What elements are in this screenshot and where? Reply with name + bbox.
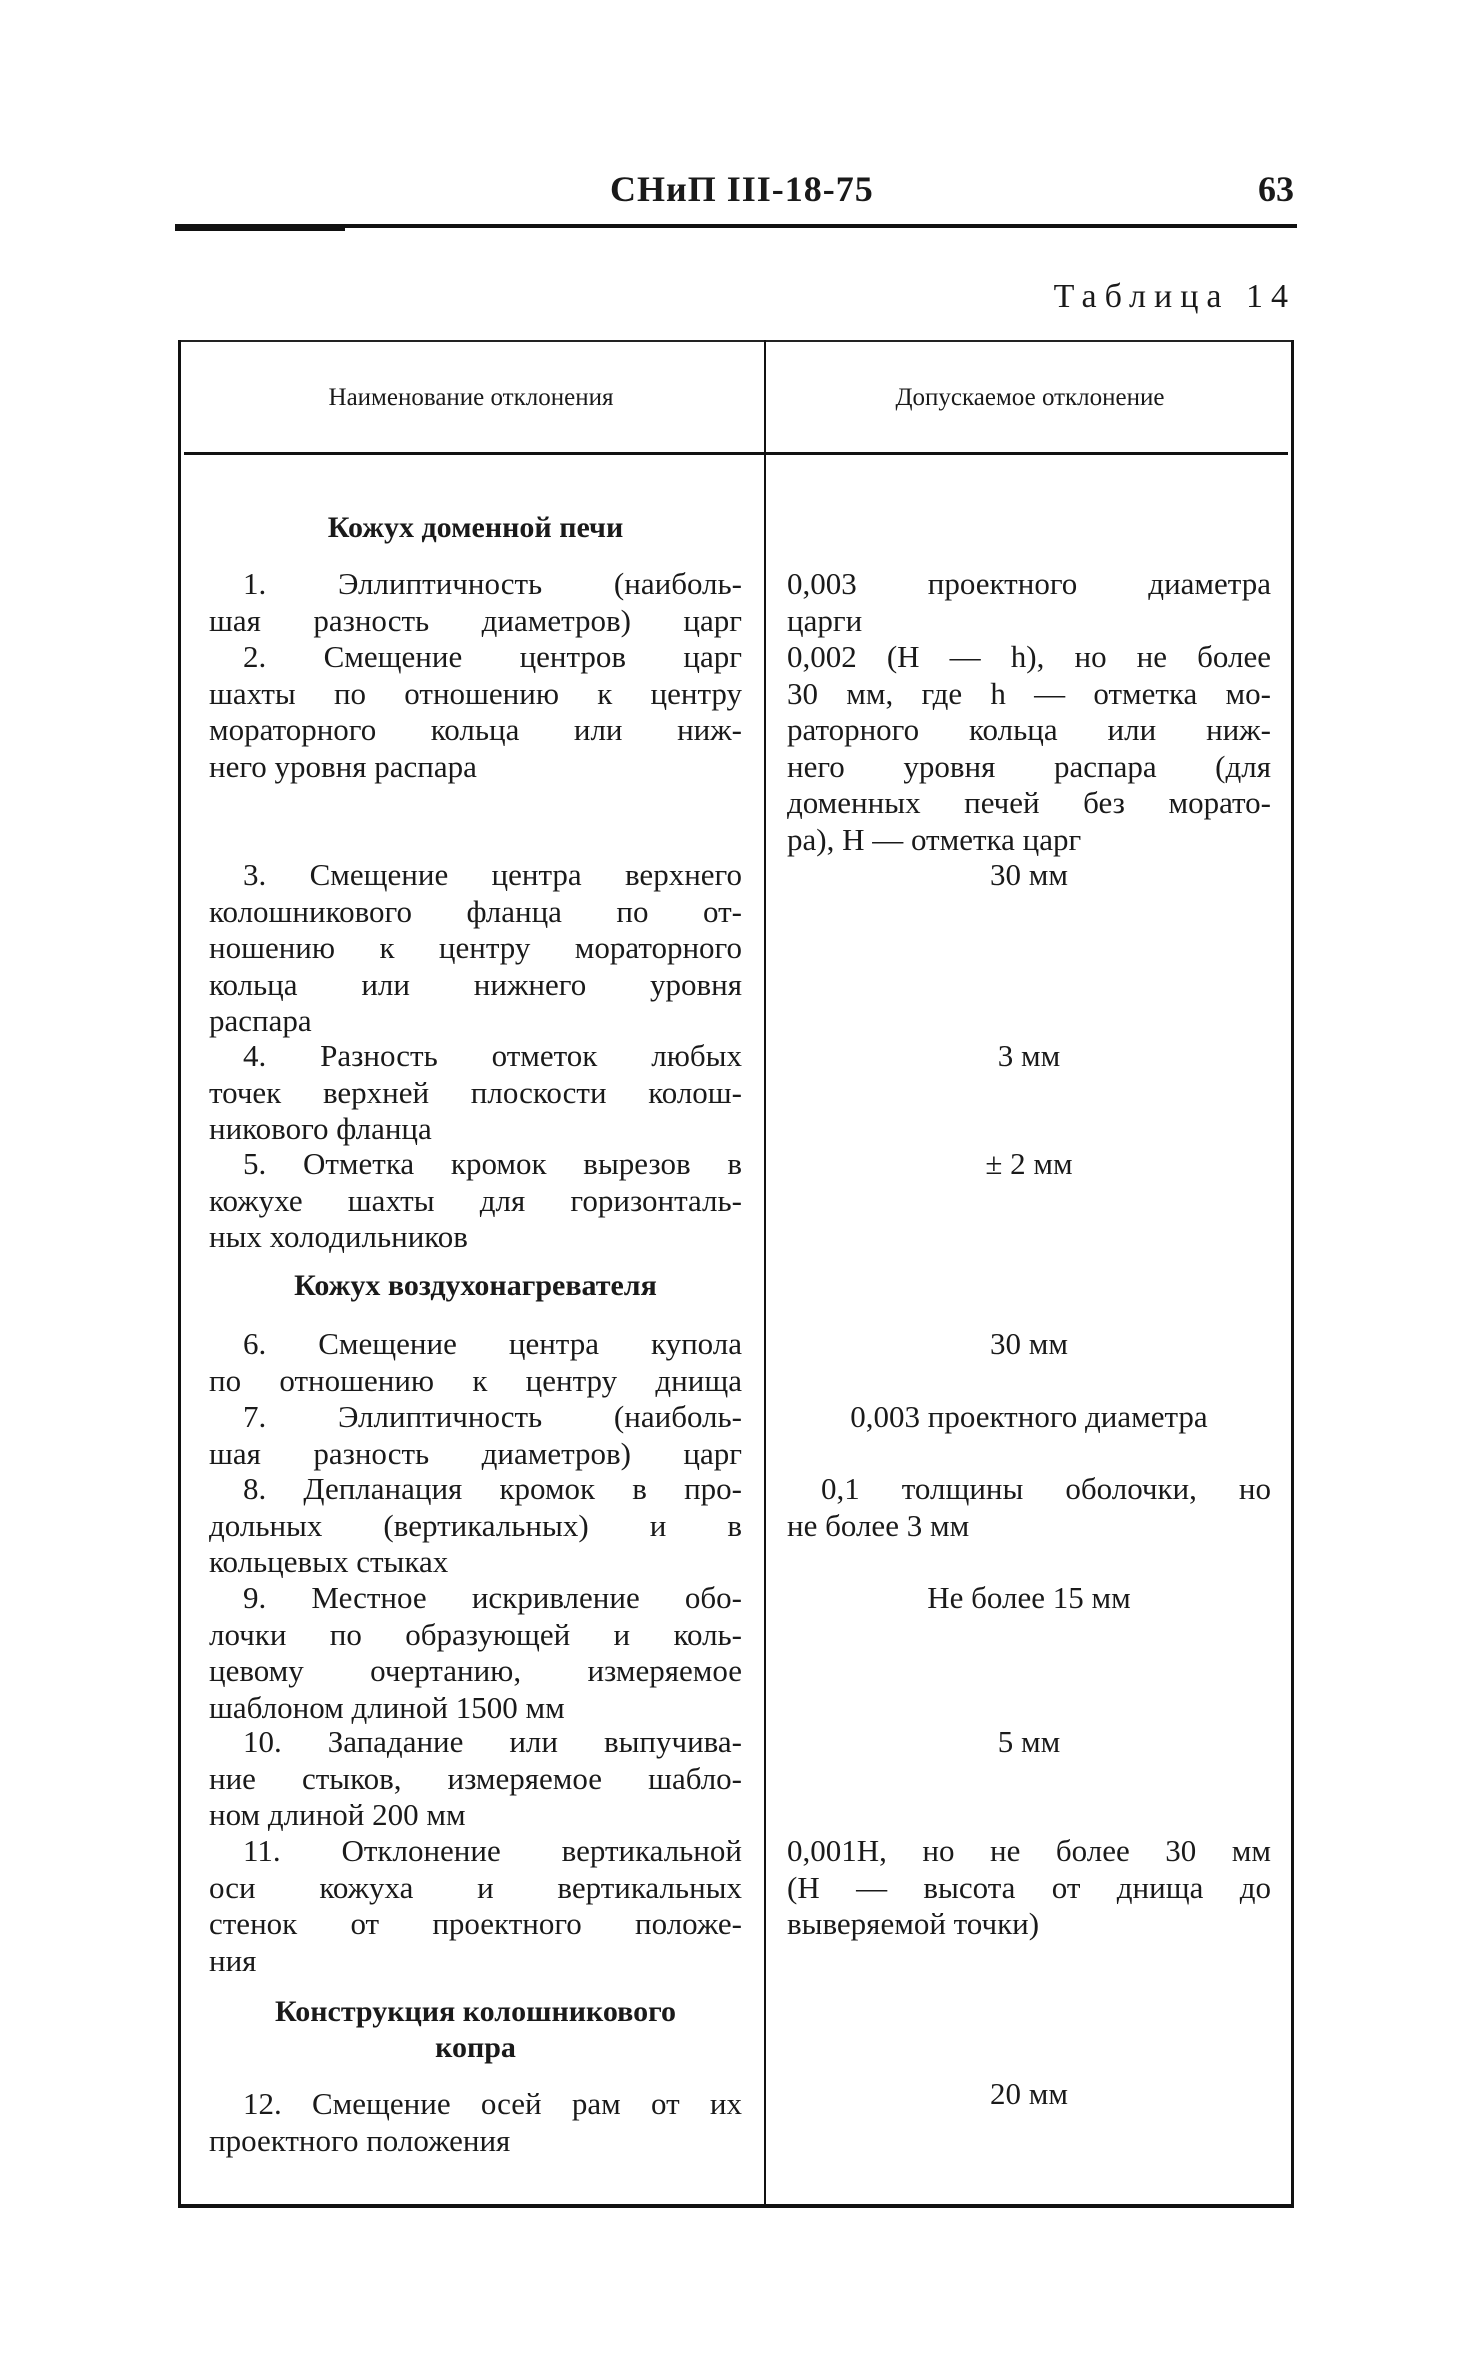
row-2-name-line: него уровня распара [209, 748, 477, 784]
row-9-name-line: цевому очертанию, измеряемое [209, 1653, 742, 1688]
table-top-border [178, 340, 1294, 342]
row-9-name [209, 1580, 742, 1726]
row-11-name-line: оси кожуха и вертикальных [209, 1869, 742, 1905]
row-8-name [209, 1471, 742, 1581]
header-rule-accent [175, 228, 345, 231]
row-4-name-text: 4. Разность отметок любых [243, 1038, 742, 1073]
row-3-name-line: колошникового фланца по от- [209, 893, 742, 929]
row-2-value-line: 30 мм, где h — отметка мо- [787, 675, 1271, 711]
row-7-name-line: шая разность диаметров) царг [209, 1435, 742, 1471]
row-8-name-line [209, 1471, 742, 1508]
row-4-value: 3 мм [997, 1038, 1061, 1073]
row-5-name [209, 1146, 742, 1256]
row-4-name-line: точек верхней плоскости колош- [209, 1074, 742, 1110]
row-3-name-text: 3. Смещение центра верхнего [243, 857, 742, 892]
row-2-name [209, 639, 742, 785]
row-5-name-line: ных холодильников [209, 1219, 468, 1254]
row-12-value: 20 мм [990, 2076, 1068, 2111]
row-2-value [787, 639, 1271, 858]
row-11-name-line: стенок от проектного положе- [209, 1906, 742, 1941]
row-11-value [787, 1833, 1271, 1943]
row-12-name [209, 2086, 742, 2159]
row-3-name-line [209, 857, 742, 894]
row-11-name-line: ния [209, 1942, 257, 1978]
row-3-name-line: кольца или нижнего уровня [209, 966, 742, 1002]
row-8-value-line [787, 1471, 1271, 1508]
column-header-tolerance: Допускаемое отклонение [895, 384, 1165, 411]
row-2-name-text: 2. Смещение центров царг [243, 639, 742, 674]
row-12-name-line: проектного положения [209, 2122, 511, 2158]
row-8-value-line: не более 3 мм [787, 1507, 970, 1543]
row-6-value: 30 мм [990, 1326, 1068, 1361]
row-3-name-line: распара [209, 1003, 312, 1038]
row-10-name-line: ние стыков, измеряемое шабло- [209, 1760, 742, 1796]
row-9-name-text: 9. Местное искривление обо- [243, 1580, 742, 1615]
row-11-value-line: выверяемой точки) [787, 1906, 1040, 1941]
row-5-name-text: 5. Отметка кромок вырезов в [243, 1146, 742, 1181]
row-2-value-line: него уровня распара (для [787, 748, 1271, 784]
row-6-name [209, 1326, 742, 1399]
column-header-name: Наименование отклонения [328, 384, 614, 411]
row-3-value: 30 мм [990, 857, 1068, 892]
table-bottom-border [178, 2204, 1294, 2208]
row-5-value: ± 2 мм [985, 1146, 1073, 1181]
row-4-name [209, 1038, 742, 1148]
row-11-value-line: 0,001H, но не более 30 мм [787, 1833, 1271, 1868]
row-2-value-line: доменных печей без морато- [787, 785, 1271, 820]
row-11-value-line: (H — высота от днища до [787, 1869, 1271, 1905]
row-11-name [209, 1833, 742, 1979]
row-2-value-line: раторного кольца или ниж- [787, 712, 1271, 747]
row-10-name-line: ном длиной 200 мм [209, 1797, 466, 1832]
table-left-border [178, 340, 181, 2208]
row-7-value: 0,003 проектного диаметра [850, 1399, 1208, 1434]
row-4-name-line: никового фланца [209, 1111, 432, 1146]
section-heading [209, 1994, 742, 2066]
row-10-value: 5 мм [997, 1724, 1061, 1759]
row-9-name-line [209, 1580, 742, 1617]
table-caption: Таблица 14 [1053, 278, 1296, 315]
section-heading-line: Конструкция колошникового [274, 1995, 677, 2028]
column-divider [764, 340, 766, 2208]
row-4-name-line [209, 1038, 742, 1075]
row-2-name-line: мораторного кольца или ниж- [209, 712, 742, 747]
row-5-name-line [209, 1146, 742, 1183]
row-7-name-text: 7. Эллиптичность (наиболь- [243, 1399, 742, 1434]
row-3-name [209, 857, 742, 1040]
page-number: 63 [1258, 169, 1294, 209]
row-8-name-text: 8. Депланация кромок в про- [243, 1471, 742, 1506]
row-6-name-text: 6. Смещение центра купола [243, 1326, 742, 1361]
row-1-name-line: шая разность диаметров) царг [209, 602, 742, 638]
row-2-value-line: 0,002 (H — h), но не более [787, 639, 1271, 674]
row-1-name-line [209, 566, 742, 603]
row-10-name-line [209, 1724, 742, 1761]
row-9-name-line: лочки по образующей и коль- [209, 1616, 742, 1652]
row-2-value-line: ра), H — отметка царг [787, 821, 1082, 857]
row-10-name-text: 10. Западание или выпучива- [243, 1724, 742, 1759]
row-8-value-text: 0,1 толщины оболочки, но [821, 1471, 1271, 1506]
row-1-name [209, 566, 742, 639]
row-3-name-line: ношению к центру мораторного [209, 930, 742, 965]
row-8-value [787, 1471, 1271, 1544]
row-12-name-line [209, 2086, 742, 2123]
section-heading: Кожух доменной печи [327, 511, 624, 544]
section-heading: Кожух воздухонагревателя [294, 1269, 657, 1302]
row-6-name-line: по отношению к центру днища [209, 1362, 742, 1398]
row-5-name-line: кожухе шахты для горизонталь- [209, 1182, 742, 1218]
row-9-value: Не более 15 мм [927, 1580, 1131, 1615]
row-11-name-text: 11. Отклонение вертикальной [243, 1833, 742, 1868]
row-1-value-line: царги [787, 602, 863, 638]
row-6-name-line [209, 1326, 742, 1363]
row-2-name-line: шахты по отношению к центру [209, 675, 742, 711]
running-head: СНиП III-18-75 [610, 169, 874, 209]
row-8-name-line: кольцевых стыках [209, 1544, 449, 1579]
row-10-name [209, 1724, 742, 1834]
row-8-name-line: дольных (вертикальных) и в [209, 1507, 742, 1543]
row-7-name-line [209, 1399, 742, 1436]
row-1-value [787, 566, 1271, 639]
row-1-value-line: 0,003 проектного диаметра [787, 566, 1271, 601]
row-1-name-text: 1. Эллиптичность (наиболь- [243, 566, 742, 601]
row-9-name-line: шаблоном длиной 1500 мм [209, 1689, 565, 1725]
row-11-name-line [209, 1833, 742, 1870]
row-12-name-text: 12. Смещение осей рам от их [243, 2086, 742, 2121]
row-2-name-line [209, 639, 742, 676]
row-7-name [209, 1399, 742, 1472]
header-row-rule [184, 452, 1288, 455]
section-heading-line: копра [435, 2031, 516, 2064]
table-right-border [1291, 340, 1294, 2208]
